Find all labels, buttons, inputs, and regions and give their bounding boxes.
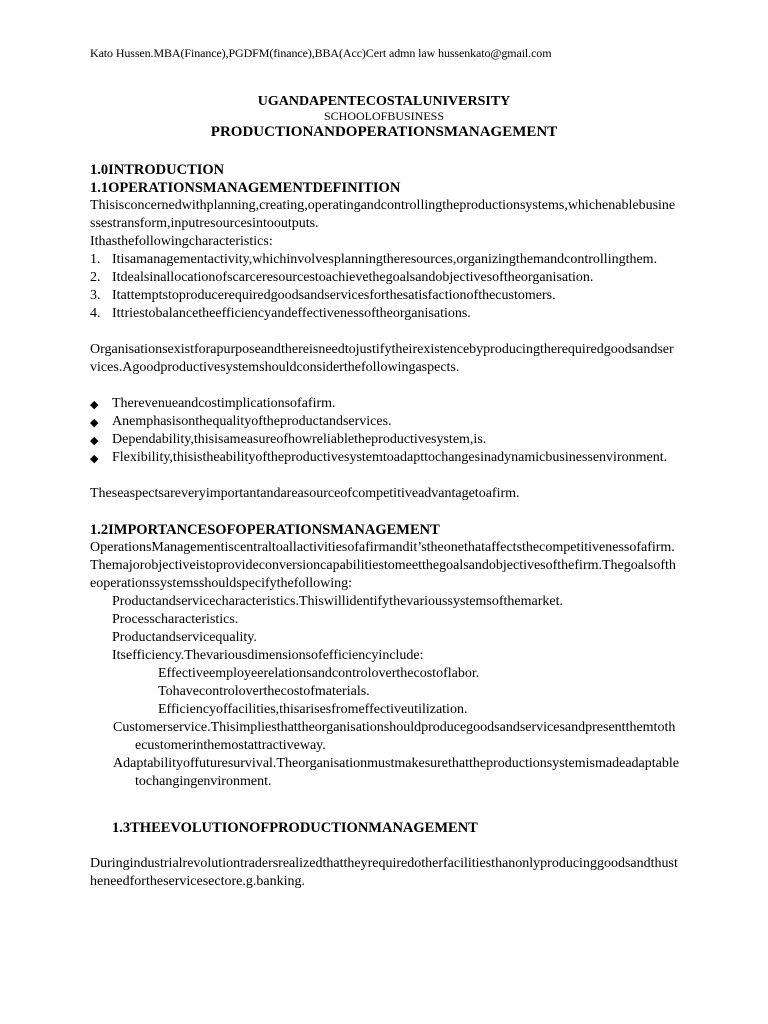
goal-quality: Productandservicequality.	[112, 630, 257, 645]
goal-process: Processcharacteristics.	[112, 612, 239, 627]
list-item-text: Ittriestobalancetheefficiencyandeffectivenessoftheorganisations.	[112, 306, 471, 321]
list-item	[90, 305, 680, 323]
author-header: Kato Hussen.MBA(Finance),PGDFM(finance),BBA(Acc)Cert admn law hussenkato@gmail.com	[90, 46, 552, 60]
aspects-list	[90, 395, 680, 467]
list-item	[90, 449, 680, 467]
heading-importances: 1.2IMPORTANCESOFOPERATIONSMANAGEMENT	[90, 522, 440, 538]
list-item-text: Flexibility,thisistheabilityoftheproductivesystemtoadapttochangesinadynamicbusinessenvironment.	[112, 450, 668, 465]
evolution-paragraph: Duringindustrialrevolutiontradersrealizedthattheyrequiredotherfacilitiesthanonlyproducinggoodsandthustheneedfortheservicesectore.g.banking.	[90, 856, 678, 889]
definition-paragraph: Thisisconcernedwithplanning,creating,operatingandcontrollingtheproductionsystems,whichenablebusinessestransform,inputresourcesintooutputs.	[90, 198, 676, 231]
goal-efficiency: Itsefficiency.Thevariousdimensionsofefficiencyinclude:	[112, 648, 424, 663]
heading-introduction: 1.0INTRODUCTION	[90, 162, 225, 178]
list-item-text: Anemphasisonthequalityoftheproductandservices.	[112, 414, 392, 429]
list-item	[90, 251, 680, 269]
list-item	[90, 287, 680, 305]
university-title: UGANDAPENTECOSTALUNIVERSITY	[257, 94, 511, 109]
list-item	[90, 395, 680, 413]
diamond-bullet-icon: ◆	[90, 417, 99, 429]
efficiency-item: Tohavecontroloverthecostofmaterials.	[158, 684, 370, 699]
list-item-text: Dependability,thisisameasureofhowreliabletheproductivesystem,is.	[112, 432, 487, 447]
school-title: SCHOOLOFBUSINESS	[323, 109, 445, 123]
list-item	[90, 413, 680, 431]
purpose-paragraph: Organisationsexistforapurposeandthereisneedtojustifytheirexistencebyproducingtherequiredgoodsandservices.Agoodproductivesystemshouldconsiderthefollowingaspects.	[90, 342, 674, 375]
characteristics-intro: Ithasthefollowingcharacteristics:	[90, 234, 273, 249]
list-item	[90, 431, 680, 449]
heading-definition: 1.1OPERATIONSMANAGEMENTDEFINITION	[90, 180, 401, 196]
list-item-text: Itattemptstoproducerequiredgoodsandservicesforthesatisfactionofthecustomers.	[112, 288, 556, 303]
goal-adaptability: Adaptabilityoffuturesurvival.Theorganisationmustmakesurethattheproductionsystemismadeadaptabletochangingenvironment.	[113, 756, 679, 789]
diamond-bullet-icon: ◆	[90, 453, 99, 465]
list-item-text: Therevenueandcostimplicationsofafirm.	[112, 396, 336, 411]
list-number: 2.	[90, 270, 101, 285]
diamond-bullet-icon: ◆	[90, 399, 99, 411]
title-block	[0, 93, 768, 142]
goal-customer: Customerservice.Thisimpliesthattheorganisationshouldproducegoodsandservicesandpresentthemtothecustomerinthemostattractiveway.	[113, 720, 676, 753]
aspects-summary: Theseaspectsareveryimportantandareasourceofcompetitiveadvantagetoafirm.	[90, 486, 520, 501]
heading-evolution: 1.3THEEVOLUTIONOFPRODUCTIONMANAGEMENT	[112, 820, 478, 836]
list-item	[90, 269, 680, 287]
diamond-bullet-icon: ◆	[90, 435, 99, 447]
goal-product: Productandservicecharacteristics.Thiswillidentifythevarioussystemsofthemarket.	[112, 594, 563, 609]
list-item-text: Itdealsinallocationofscarceresourcestoachievethegoalsandobjectivesoftheorganisation.	[112, 270, 594, 285]
efficiency-item: Effectiveemployeerelationsandcontroloverthecostoflabor.	[158, 666, 480, 681]
list-item-text: Itisamanagementactivity,whichinvolvesplanningtheresources,organizingthemandcontrollingthem.	[112, 252, 658, 267]
efficiency-item: Efficiencyoffacilities,thisarisesfromeffectiveutilization.	[158, 702, 468, 717]
characteristics-list	[90, 251, 680, 323]
document-body	[90, 161, 680, 891]
importances-intro: OperationsManagementiscentraltoallactivitiesofafirmandit’stheonethataffectsthecompetitivenessofafirm.Themajorobjectiveistoprovideconversioncapabilitiestomeetthegoalsandobjectivesofthefirm.Thegoalsoftheoperationssystemsshouldspecifythefollowing:	[90, 540, 676, 591]
list-number: 4.	[90, 306, 101, 321]
list-number: 1.	[90, 252, 101, 267]
course-title: PRODUCTIONANDOPERATIONSMANAGEMENT	[210, 124, 558, 140]
list-number: 3.	[90, 288, 101, 303]
